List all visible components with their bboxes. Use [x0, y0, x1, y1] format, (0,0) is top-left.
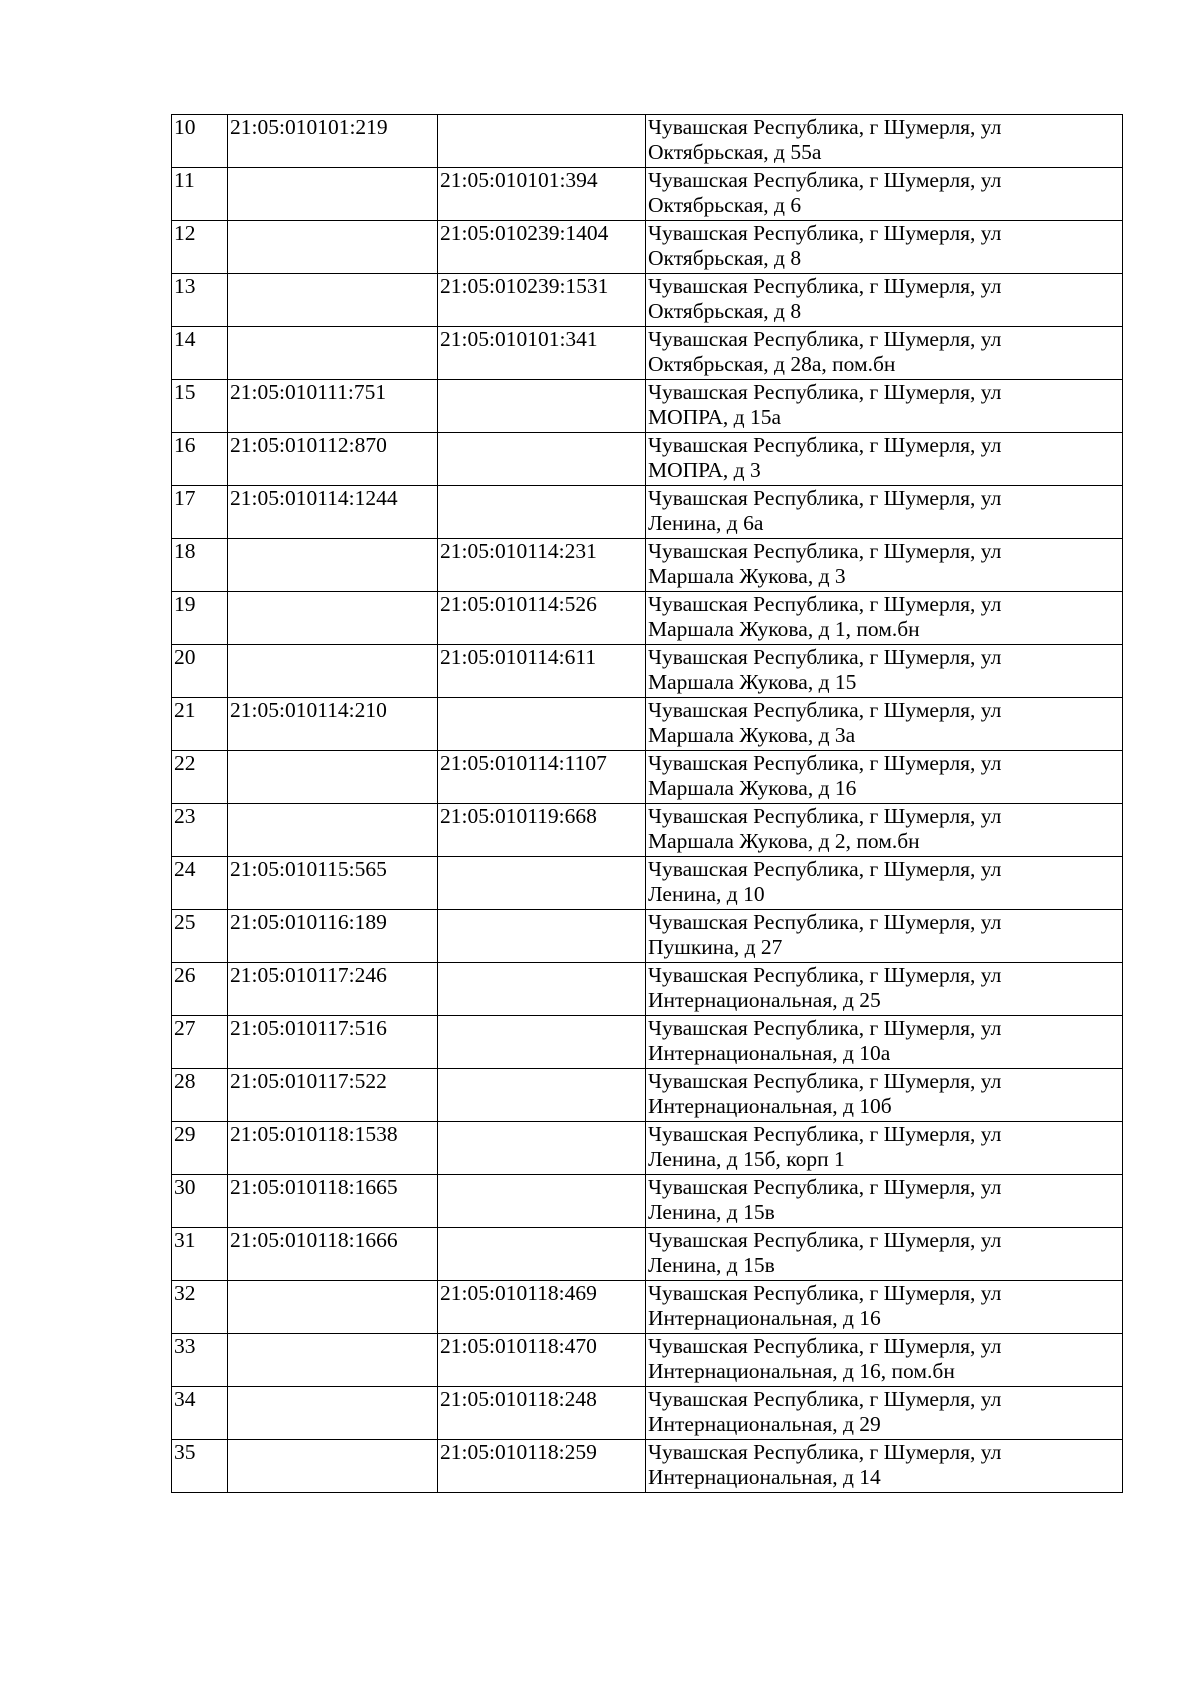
land-cadastral-cell	[228, 168, 438, 221]
address-line: Октябрьская, д 8	[648, 299, 802, 323]
address-cell	[646, 698, 1123, 751]
row-number-cell: 19	[172, 592, 228, 645]
address-line: Ленина, д 10	[648, 882, 765, 906]
table-row	[172, 380, 1123, 433]
table-row	[172, 274, 1123, 327]
address-line: Чувашская Республика, г Шумерля, ул	[648, 115, 1002, 139]
land-cadastral-cell	[228, 221, 438, 274]
building-cadastral-cell	[438, 698, 646, 751]
row-number-cell: 24	[172, 857, 228, 910]
land-cadastral-cell	[228, 327, 438, 380]
table-row	[172, 698, 1123, 751]
address-line: Маршала Жукова, д 15	[648, 670, 857, 694]
address-line: Интернациональная, д 10б	[648, 1094, 892, 1118]
address-line: Чувашская Республика, г Шумерля, ул	[648, 221, 1002, 245]
table-row	[172, 804, 1123, 857]
address-line: Пушкина, д 27	[648, 935, 783, 959]
address-cell	[646, 327, 1123, 380]
address-line: Интернациональная, д 25	[648, 988, 881, 1012]
table-row	[172, 963, 1123, 1016]
address-line: Чувашская Республика, г Шумерля, ул	[648, 698, 1002, 722]
address-line: Чувашская Республика, г Шумерля, ул	[648, 645, 1002, 669]
address-cell	[646, 1016, 1123, 1069]
land-cadastral-cell	[228, 539, 438, 592]
row-number-cell: 28	[172, 1069, 228, 1122]
table-row	[172, 539, 1123, 592]
address-line: МОПРА, д 3	[648, 458, 761, 482]
row-number-cell: 21	[172, 698, 228, 751]
land-cadastral-cell: 21:05:010118:1666	[228, 1228, 438, 1281]
row-number-cell: 31	[172, 1228, 228, 1281]
address-line: Маршала Жукова, д 3а	[648, 723, 856, 747]
address-line: Чувашская Республика, г Шумерля, ул	[648, 1122, 1002, 1146]
address-cell	[646, 910, 1123, 963]
address-line: Ленина, д 15б, корп 1	[648, 1147, 845, 1171]
address-cell	[646, 433, 1123, 486]
table-row	[172, 433, 1123, 486]
row-number-cell: 33	[172, 1334, 228, 1387]
table-row	[172, 910, 1123, 963]
table-row	[172, 1228, 1123, 1281]
address-line: Чувашская Республика, г Шумерля, ул	[648, 274, 1002, 298]
address-line: Чувашская Республика, г Шумерля, ул	[648, 1069, 1002, 1093]
address-line: Интернациональная, д 10а	[648, 1041, 891, 1065]
building-cadastral-cell: 21:05:010101:341	[438, 327, 646, 380]
row-number-cell: 27	[172, 1016, 228, 1069]
row-number-cell: 25	[172, 910, 228, 963]
building-cadastral-cell: 21:05:010239:1531	[438, 274, 646, 327]
table-row	[172, 592, 1123, 645]
address-cell	[646, 221, 1123, 274]
table-row	[172, 115, 1123, 168]
address-cell	[646, 1387, 1123, 1440]
row-number-cell: 29	[172, 1122, 228, 1175]
land-cadastral-cell: 21:05:010112:870	[228, 433, 438, 486]
building-cadastral-cell	[438, 380, 646, 433]
land-cadastral-cell: 21:05:010117:522	[228, 1069, 438, 1122]
land-cadastral-cell	[228, 274, 438, 327]
land-cadastral-cell	[228, 1281, 438, 1334]
building-cadastral-cell: 21:05:010114:1107	[438, 751, 646, 804]
address-cell	[646, 1334, 1123, 1387]
building-cadastral-cell: 21:05:010118:470	[438, 1334, 646, 1387]
address-line: Октябрьская, д 28а, пом.бн	[648, 352, 896, 376]
address-cell	[646, 380, 1123, 433]
land-cadastral-cell: 21:05:010117:516	[228, 1016, 438, 1069]
address-cell	[646, 592, 1123, 645]
table-row	[172, 1387, 1123, 1440]
building-cadastral-cell	[438, 486, 646, 539]
address-line: Интернациональная, д 16, пом.бн	[648, 1359, 955, 1383]
address-cell	[646, 1281, 1123, 1334]
building-cadastral-cell	[438, 910, 646, 963]
land-cadastral-cell	[228, 1387, 438, 1440]
address-line: Октябрьская, д 55а	[648, 140, 822, 164]
address-cell	[646, 115, 1123, 168]
row-number-cell: 26	[172, 963, 228, 1016]
row-number-cell: 22	[172, 751, 228, 804]
land-cadastral-cell: 21:05:010118:1538	[228, 1122, 438, 1175]
row-number-cell: 20	[172, 645, 228, 698]
table-row	[172, 168, 1123, 221]
table-body	[172, 115, 1123, 1493]
table-row	[172, 857, 1123, 910]
address-cell	[646, 274, 1123, 327]
row-number-cell: 18	[172, 539, 228, 592]
address-line: Чувашская Республика, г Шумерля, ул	[648, 1334, 1002, 1358]
row-number-cell: 12	[172, 221, 228, 274]
land-cadastral-cell	[228, 592, 438, 645]
address-line: Интернациональная, д 16	[648, 1306, 881, 1330]
address-line: Ленина, д 15в	[648, 1253, 775, 1277]
address-line: Чувашская Республика, г Шумерля, ул	[648, 751, 1002, 775]
land-cadastral-cell	[228, 804, 438, 857]
address-line: Чувашская Республика, г Шумерля, ул	[648, 433, 1002, 457]
row-number-cell: 34	[172, 1387, 228, 1440]
table-row	[172, 1281, 1123, 1334]
building-cadastral-cell	[438, 963, 646, 1016]
address-line: Интернациональная, д 29	[648, 1412, 881, 1436]
building-cadastral-cell: 21:05:010118:259	[438, 1440, 646, 1493]
address-line: Чувашская Республика, г Шумерля, ул	[648, 857, 1002, 881]
building-cadastral-cell: 21:05:010114:611	[438, 645, 646, 698]
address-line: Чувашская Республика, г Шумерля, ул	[648, 963, 1002, 987]
table-row	[172, 645, 1123, 698]
row-number-cell: 35	[172, 1440, 228, 1493]
table-row	[172, 221, 1123, 274]
land-cadastral-cell: 21:05:010115:565	[228, 857, 438, 910]
building-cadastral-cell	[438, 1016, 646, 1069]
building-cadastral-cell	[438, 433, 646, 486]
table-row	[172, 1016, 1123, 1069]
address-line: Чувашская Республика, г Шумерля, ул	[648, 1387, 1002, 1411]
building-cadastral-cell	[438, 857, 646, 910]
row-number-cell: 13	[172, 274, 228, 327]
building-cadastral-cell: 21:05:010114:231	[438, 539, 646, 592]
land-cadastral-cell: 21:05:010118:1665	[228, 1175, 438, 1228]
table-row	[172, 1175, 1123, 1228]
address-line: Маршала Жукова, д 3	[648, 564, 846, 588]
land-cadastral-cell	[228, 1334, 438, 1387]
address-line: Ленина, д 15в	[648, 1200, 775, 1224]
address-line: Чувашская Республика, г Шумерля, ул	[648, 804, 1002, 828]
property-table	[171, 114, 1123, 1493]
row-number-cell: 11	[172, 168, 228, 221]
land-cadastral-cell: 21:05:010114:1244	[228, 486, 438, 539]
address-line: Чувашская Республика, г Шумерля, ул	[648, 1175, 1002, 1199]
row-number-cell: 15	[172, 380, 228, 433]
land-cadastral-cell: 21:05:010101:219	[228, 115, 438, 168]
address-cell	[646, 1122, 1123, 1175]
address-line: Маршала Жукова, д 1, пом.бн	[648, 617, 920, 641]
row-number-cell: 30	[172, 1175, 228, 1228]
address-line: Чувашская Республика, г Шумерля, ул	[648, 1228, 1002, 1252]
address-line: Чувашская Республика, г Шумерля, ул	[648, 1016, 1002, 1040]
address-cell	[646, 1228, 1123, 1281]
address-line: Чувашская Республика, г Шумерля, ул	[648, 380, 1002, 404]
building-cadastral-cell	[438, 1228, 646, 1281]
land-cadastral-cell	[228, 1440, 438, 1493]
address-cell	[646, 1440, 1123, 1493]
address-line: МОПРА, д 15а	[648, 405, 782, 429]
building-cadastral-cell: 21:05:010114:526	[438, 592, 646, 645]
address-cell	[646, 168, 1123, 221]
address-line: Маршала Жукова, д 16	[648, 776, 857, 800]
address-cell	[646, 645, 1123, 698]
address-cell	[646, 751, 1123, 804]
building-cadastral-cell	[438, 1122, 646, 1175]
land-cadastral-cell	[228, 751, 438, 804]
land-cadastral-cell: 21:05:010116:189	[228, 910, 438, 963]
row-number-cell: 10	[172, 115, 228, 168]
table-row	[172, 1440, 1123, 1493]
building-cadastral-cell	[438, 115, 646, 168]
building-cadastral-cell	[438, 1069, 646, 1122]
address-line: Чувашская Республика, г Шумерля, ул	[648, 1440, 1002, 1464]
address-cell	[646, 1175, 1123, 1228]
address-line: Октябрьская, д 8	[648, 246, 802, 270]
table-row	[172, 486, 1123, 539]
row-number-cell: 14	[172, 327, 228, 380]
table-row	[172, 751, 1123, 804]
address-cell	[646, 1069, 1123, 1122]
address-cell	[646, 539, 1123, 592]
building-cadastral-cell: 21:05:010101:394	[438, 168, 646, 221]
table-row	[172, 1069, 1123, 1122]
address-line: Чувашская Республика, г Шумерля, ул	[648, 1281, 1002, 1305]
building-cadastral-cell: 21:05:010239:1404	[438, 221, 646, 274]
building-cadastral-cell: 21:05:010118:469	[438, 1281, 646, 1334]
address-line: Ленина, д 6а	[648, 511, 764, 535]
address-line: Маршала Жукова, д 2, пом.бн	[648, 829, 920, 853]
address-line: Чувашская Республика, г Шумерля, ул	[648, 486, 1002, 510]
address-line: Чувашская Республика, г Шумерля, ул	[648, 327, 1002, 351]
building-cadastral-cell: 21:05:010118:248	[438, 1387, 646, 1440]
address-line: Чувашская Республика, г Шумерля, ул	[648, 910, 1002, 934]
table-row	[172, 1122, 1123, 1175]
land-cadastral-cell: 21:05:010111:751	[228, 380, 438, 433]
address-line: Чувашская Республика, г Шумерля, ул	[648, 539, 1002, 563]
land-cadastral-cell	[228, 645, 438, 698]
address-cell	[646, 963, 1123, 1016]
land-cadastral-cell: 21:05:010117:246	[228, 963, 438, 1016]
land-cadastral-cell: 21:05:010114:210	[228, 698, 438, 751]
building-cadastral-cell: 21:05:010119:668	[438, 804, 646, 857]
address-line: Чувашская Республика, г Шумерля, ул	[648, 592, 1002, 616]
row-number-cell: 16	[172, 433, 228, 486]
address-line: Интернациональная, д 14	[648, 1465, 881, 1489]
address-cell	[646, 486, 1123, 539]
address-line: Чувашская Республика, г Шумерля, ул	[648, 168, 1002, 192]
row-number-cell: 32	[172, 1281, 228, 1334]
address-line: Октябрьская, д 6	[648, 193, 802, 217]
row-number-cell: 23	[172, 804, 228, 857]
table-row	[172, 1334, 1123, 1387]
row-number-cell: 17	[172, 486, 228, 539]
table-row	[172, 327, 1123, 380]
building-cadastral-cell	[438, 1175, 646, 1228]
address-cell	[646, 857, 1123, 910]
address-cell	[646, 804, 1123, 857]
